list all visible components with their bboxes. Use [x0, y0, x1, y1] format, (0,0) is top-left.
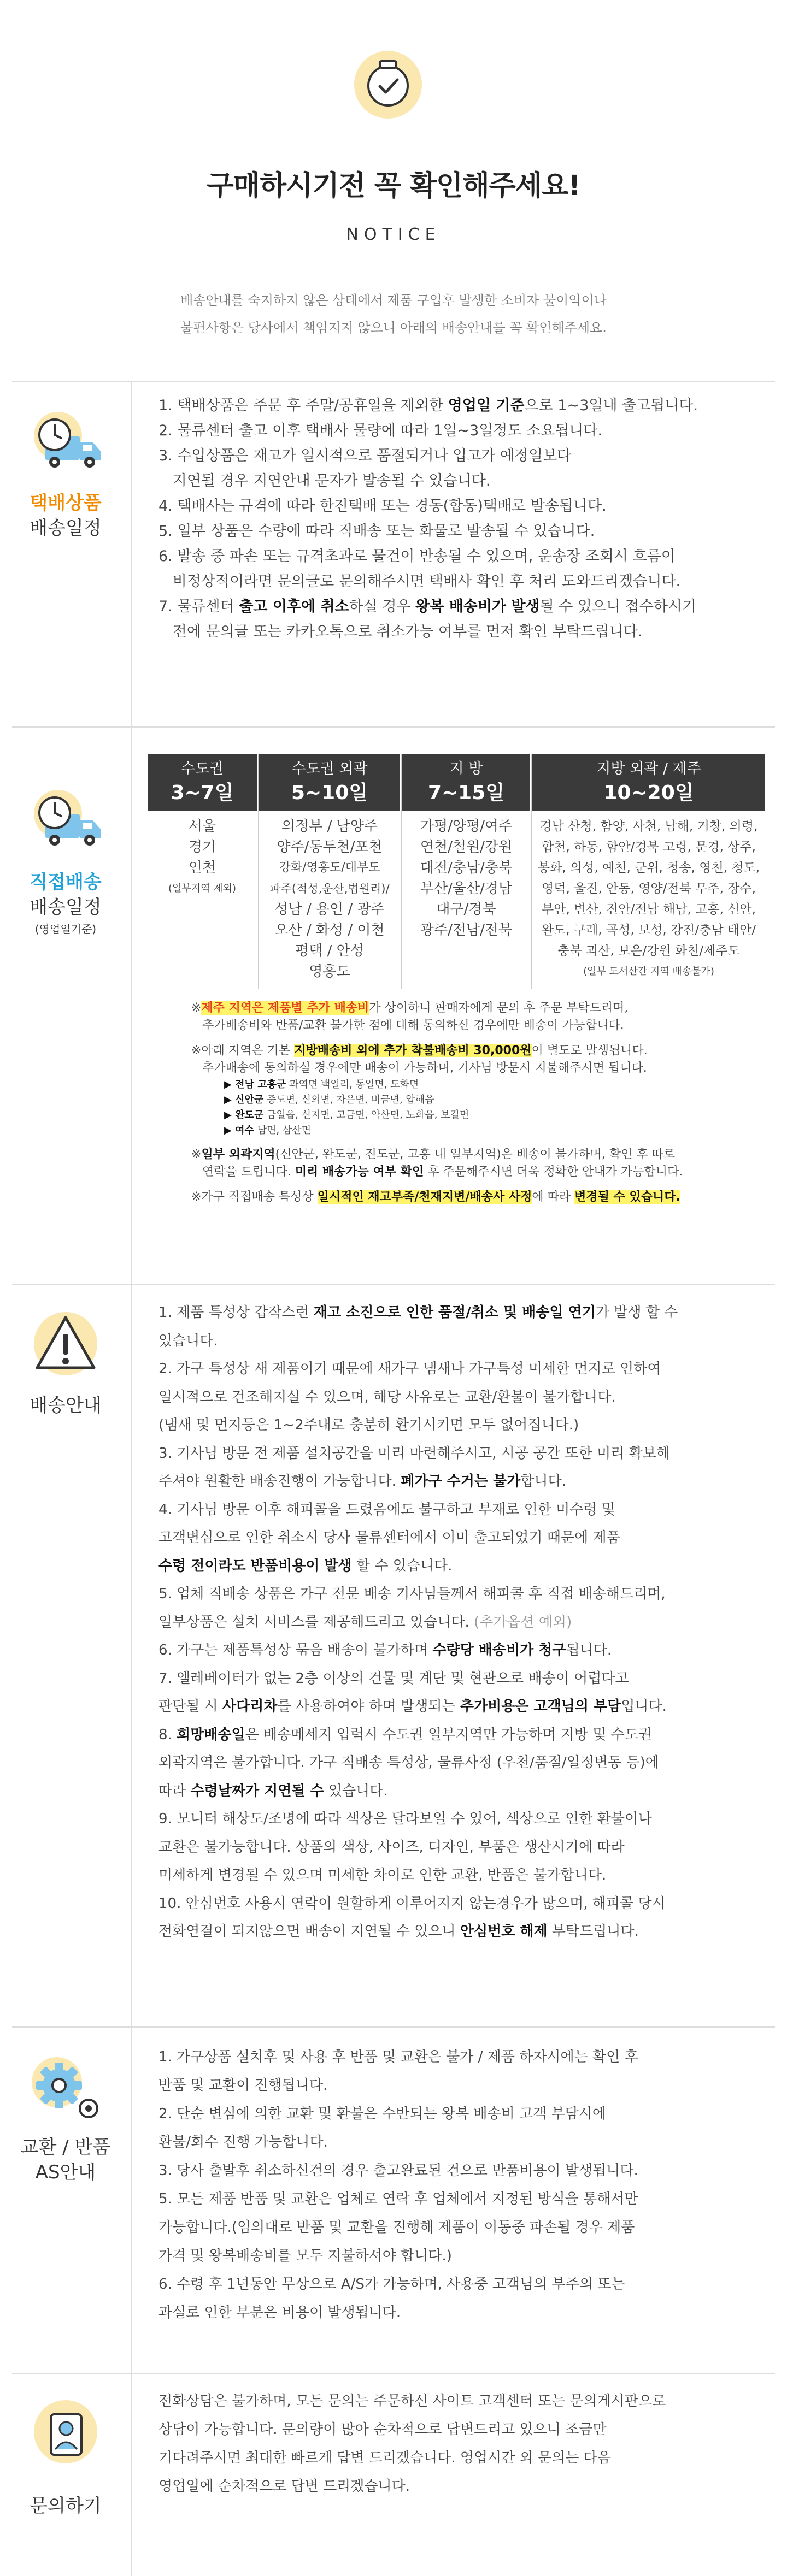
notice-subtitle: NOTICE — [346, 225, 441, 244]
list-item: 7. 엘레베이터가 없는 2층 이상의 건물 및 계단 및 현관으로 배송이 어렵다고 — [158, 1670, 629, 1687]
table-header — [259, 754, 400, 811]
page-title: 구매하시기전 꼭 확인해주세요! — [207, 170, 580, 202]
region-item: 충북 괴산, 보은/강원 화천/제주도 — [557, 944, 740, 958]
shipping-notice-title: 배송안내 — [30, 1395, 102, 1416]
list-item: 외곽지역은 불가합니다. 가구 직배송 특성상, 물류사정 (우천/품절/일정변동 등)에 — [158, 1754, 659, 1771]
intro-line: 배송안내를 숙지하지 않은 상태에서 제품 구입후 발생한 소비자 불이익이나 — [180, 293, 607, 308]
parcel-schedule-list — [158, 393, 698, 645]
list-item: 수령 전이라도 반품비용이 발생 할 수 있습니다. — [158, 1557, 453, 1574]
exchange-label-sub: AS안내 — [35, 2161, 96, 2183]
inquiry-label-title: 문의하기 — [30, 2495, 102, 2517]
region-item: 합천, 하동, 함안/경북 고령, 문경, 상주, — [542, 840, 756, 854]
list-item: 지연될 경우 지연안내 문자가 발송될 수 있습니다. — [158, 472, 491, 489]
customer-service-icon — [30, 2398, 101, 2469]
inquiry-text — [158, 2387, 666, 2501]
direct-label-title: 직접배송 — [30, 871, 102, 893]
list-item: 환불/회수 진행 가능합니다. — [158, 2134, 328, 2150]
list-item: 3. 당사 출발후 취소하신건의 경우 출고완료된 건으로 반품비용이 발생됩니다. — [158, 2163, 638, 2179]
region-item: 부산/울산/경남 — [420, 881, 513, 897]
table-header — [148, 754, 257, 811]
list-item: 10. 안심번호 사용시 연락이 원할하게 이루어지지 않는경우가 많으며, 해피콜 당시 — [158, 1895, 666, 1912]
inquiry-section-label — [0, 2494, 131, 2519]
shipping-notice-label — [0, 1393, 131, 1418]
list-item: 6. 가구는 제품특성상 묶음 배송이 불가하며 수량당 배송비가 청구됩니다. — [158, 1642, 612, 1658]
list-item: 3. 수입상품은 재고가 일시적으로 품절되거나 입고가 예정일보다 — [158, 447, 572, 464]
region-item: 영흥도 — [309, 964, 350, 980]
exchange-policy-list — [158, 2043, 638, 2327]
note-line: ※제주 지역은 제품별 추가 배송비가 상이하니 판매자에게 문의 후 주문 부탁드리며, — [191, 1001, 629, 1015]
check-badge-icon — [353, 49, 424, 120]
list-item: ▶ 완도군 금일읍, 신지면, 고금면, 약산면, 노화읍, 보길면 — [224, 1109, 469, 1121]
table-column — [148, 754, 257, 899]
list-item: 1. 가구상품 설치후 및 사용 후 반품 및 교환은 불가 / 제품 하자시에는 확인 후 — [158, 2049, 638, 2065]
exchange-label-title: 교환 / 반품 — [20, 2136, 111, 2158]
region-item: (일부지역 제외) — [168, 883, 237, 894]
region-item: 광주/전남/전북 — [420, 922, 513, 938]
delivery-truck-icon — [26, 409, 108, 480]
region-item: 연천/철원/강원 — [420, 839, 513, 855]
list-item: 3. 기사님 방문 전 제품 설치공간을 미리 마련해주시고, 시공 공간 또한 미리 확보해 — [158, 1445, 670, 1462]
list-item: 2. 물류센터 출고 이후 택배사 물량에 따라 1일~3일정도 소요됩니다. — [158, 422, 603, 439]
list-item: 미세하게 변경될 수 있으며 미세한 차이로 인한 교환, 반품은 불가합니다. — [158, 1867, 607, 1883]
list-item: 주셔야 원활한 배송진행이 가능합니다. 폐가구 수거는 불가합니다. — [158, 1473, 566, 1490]
inquiry-line: 영업일에 순차적으로 답변 드리겠습니다. — [158, 2478, 410, 2495]
exchange-section-label — [0, 2135, 131, 2185]
intro-description — [0, 287, 787, 341]
region-item: 대구/경북 — [436, 901, 496, 918]
list-item: 8. 희망배송일은 배송메세지 입력시 수도권 일부지역만 가능하며 지방 및 수도권 — [158, 1726, 652, 1743]
list-item: 5. 업체 직배송 상품은 가구 전문 배송 기사님들께서 해피콜 후 직접 배송해드리며, — [158, 1586, 666, 1602]
region-label: 지방 외곽 / 제주 — [596, 760, 701, 777]
list-item: 반품 및 교환이 진행됩니다. — [158, 2077, 328, 2094]
list-item: 전화연결이 되지않으면 배송이 지연될 수 있으니 안심번호 해제 부탁드립니다. — [158, 1923, 639, 1940]
days-label: 7~15일 — [427, 782, 505, 804]
divider — [12, 1284, 775, 1285]
table-cell — [148, 811, 257, 899]
days-label: 3~7일 — [171, 782, 234, 804]
list-item: 7. 물류센터 출고 이후에 취소하실 경우 왕복 배송비가 발생될 수 있으니 접수하시기 — [158, 598, 697, 615]
note-line: 추가배송비와 반품/교환 불가한 점에 대해 동의하신 경우에만 배송이 가능합니다. — [202, 1019, 624, 1032]
region-label: 수도권 — [180, 760, 224, 777]
region-item: 가평/양평/여주 — [420, 818, 513, 835]
region-item: 파주(적성,운산,법원리)/ — [269, 882, 390, 895]
list-item: (냄새 및 먼지등은 1~2주내로 충분히 환기시키면 모두 없어집니다.) — [158, 1417, 579, 1433]
direct-delivery-notes — [191, 1000, 760, 1206]
table-cell — [259, 811, 400, 982]
inquiry-line: 상담이 가능합니다. 문의량이 많아 순차적으로 답변드리고 있으니 조금만 — [158, 2421, 607, 2438]
region-label: 수도권 외곽 — [291, 760, 368, 777]
table-divider — [401, 754, 402, 989]
divider — [12, 2026, 775, 2028]
parcel-label-sub: 배송일정 — [30, 517, 102, 539]
inquiry-line: 기다려주시면 최대한 빠르게 답변 드리겠습니다. 영업시간 외 문의는 다음 — [158, 2450, 611, 2466]
table-column — [532, 754, 765, 982]
list-item: ▶ 여수 남면, 삼산면 — [224, 1125, 311, 1136]
region-item: 평택 / 안성 — [295, 943, 364, 959]
warning-icon — [27, 1311, 104, 1376]
column-divider — [131, 382, 132, 2576]
direct-label-sub: 배송일정 — [30, 896, 102, 918]
notice-header — [0, 0, 787, 382]
table-divider — [531, 754, 532, 989]
list-item: 1. 택배상품은 주문 후 주말/공휴일을 제외한 영업일 기준으로 1~3일내 출고됩니다. — [158, 397, 698, 414]
table-header — [402, 754, 530, 811]
days-label: 10~20일 — [603, 782, 694, 804]
region-item: 오산 / 화성 / 이천 — [274, 922, 385, 938]
list-item: 전에 문의글 또는 카카오톡으로 취소가능 여부를 먼저 확인 부탁드립니다. — [158, 623, 643, 640]
list-item: 판단될 시 사다리차를 사용하여야 하며 발생되는 추가비용은 고객님의 부담입니다. — [158, 1698, 667, 1715]
list-item: 따라 수령날짜가 지연될 수 있습니다. — [158, 1782, 388, 1799]
region-item: 성남 / 용인 / 광주 — [274, 901, 385, 918]
list-item: 과실로 인한 부분은 비용이 발생됩니다. — [158, 2305, 401, 2321]
list-item: 일시적으로 건조해지실 수 있으며, 해당 사유로는 교환/환불이 불가합니다. — [158, 1389, 616, 1405]
parcel-label-title: 택배상품 — [30, 492, 102, 514]
list-item: 교환은 불가능합니다. 상품의 색상, 사이즈, 디자인, 부품은 생산시기에 따라 — [158, 1839, 625, 1856]
note-line: ※일부 외곽지역(신안군, 완도군, 진도군, 고흥 내 일부지역)은 배송이 불가하며, 확인 후 따로 — [191, 1148, 675, 1161]
list-item: 6. 수령 후 1년동안 무상으로 A/S가 가능하며, 사용중 고객님의 부주의 또는 — [158, 2276, 625, 2293]
table-cell — [532, 811, 765, 982]
table-header — [532, 754, 765, 811]
list-item: 6. 발송 중 파손 또는 규격초과로 물건이 반송될 수 있으며, 운송장 조회시 흐름이 — [158, 548, 676, 565]
region-label: 지 방 — [449, 760, 483, 777]
region-item: 경남 산청, 함양, 사천, 남해, 거창, 의령, — [539, 819, 758, 834]
gear-icon — [26, 2054, 106, 2125]
divider — [12, 2373, 775, 2374]
extra-fee-region-list — [191, 1077, 760, 1138]
list-item: ▶ 신안군 증도면, 신의면, 자은면, 비금면, 압해읍 — [224, 1094, 434, 1106]
parcel-section-label — [0, 491, 131, 541]
table-cell — [402, 811, 530, 941]
region-item: 대전/충남/충북 — [420, 860, 513, 876]
direct-section-label — [0, 870, 131, 938]
list-item: ▶ 전남 고흥군 과역면 백일리, 동일면, 도화면 — [224, 1079, 419, 1090]
intro-line: 불편사항은 당사에서 책임지지 않으니 아래의 배송안내를 꼭 확인해주세요. — [180, 320, 607, 335]
list-item: 가능합니다.(임의대로 반품 및 교환을 진행해 제품이 이동중 파손될 경우 제품 — [158, 2219, 635, 2236]
list-item: 5. 일부 상품은 수량에 따라 직배송 또는 화물로 발송될 수 있습니다. — [158, 523, 595, 540]
list-item: 비정상적이라면 문의글로 문의해주시면 택배사 확인 후 처리 도와드리겠습니다. — [158, 573, 681, 590]
note-line: ※아래 지역은 기본 지방배송비 외에 추가 착불배송비 30,000원이 별도로 발생됩니다. — [191, 1044, 648, 1057]
list-item: 5. 모든 제품 반품 및 교환은 업체로 연락 후 업체에서 지정된 방식을 통해서만 — [158, 2191, 638, 2207]
list-item: 있습니다. — [158, 1332, 218, 1349]
region-item: 완도, 구례, 곡성, 보성, 강진/충남 태안/ — [541, 923, 756, 937]
list-item: 4. 기사님 방문 이후 해피콜을 드렸음에도 불구하고 부재로 인한 미수령 및 — [158, 1501, 615, 1518]
region-item: 부안, 변산, 진안/전남 해남, 고흥, 신안, — [542, 902, 756, 917]
list-item: 4. 택배사는 규격에 따라 한진택배 또는 경동(합동)택배로 발송됩니다. — [158, 498, 607, 515]
days-label: 5~10일 — [291, 782, 368, 804]
region-item: 강화/영흥도/대부도 — [279, 861, 380, 875]
direct-label-note: (영업일기준) — [34, 923, 97, 936]
list-item: 일부상품은 설치 서비스를 제공해드리고 있습니다. (추가옵션 예외) — [158, 1614, 572, 1630]
shipping-notice-list — [158, 1299, 678, 1946]
divider — [12, 726, 775, 728]
region-item: 봉화, 의성, 예천, 군위, 청송, 영천, 청도, — [537, 861, 760, 875]
note-line: ※가구 직접배송 특성상 일시적인 재고부족/천재지변/배송사 사정에 따라 변경될 수 있습니다. — [191, 1190, 680, 1204]
inquiry-line: 전화상담은 불가하며, 모든 문의는 주문하신 사이트 고객센터 또는 문의게시판으로 — [158, 2393, 666, 2409]
region-item: 서울 — [188, 818, 216, 835]
list-item: 9. 모니터 해상도/조명에 따라 색상은 달라보일 수 있어, 색상으로 인한 환불이나 — [158, 1811, 653, 1827]
table-divider — [258, 754, 259, 989]
list-item: 2. 단순 변심에 의한 교환 및 환불은 수반되는 왕복 배송비 고객 부담시에 — [158, 2106, 606, 2122]
region-item: (일부 도서산간 지역 배송불가) — [583, 966, 714, 977]
region-item: 인천 — [188, 860, 216, 876]
list-item: 고객변심으로 인한 취소시 당사 물류센터에서 이미 출고되었기 때문에 제품 — [158, 1529, 620, 1546]
divider — [12, 381, 775, 382]
note-line: 추가배송에 동의하실 경우에만 배송이 가능하며, 기사님 방문시 지불해주시면 됩니다. — [202, 1061, 647, 1075]
table-column — [402, 754, 530, 941]
region-item: 경기 — [188, 839, 216, 855]
region-item: 양주/동두천/포천 — [277, 839, 383, 855]
region-item: 영덕, 울진, 안동, 영양/전북 무주, 장수, — [542, 882, 756, 896]
list-item: 가격 및 왕복배송비를 모두 지불하셔야 합니다.) — [158, 2248, 452, 2264]
region-item: 의정부 / 남양주 — [281, 818, 378, 835]
list-item: 1. 제품 특성상 갑작스런 재고 소진으로 인한 품절/취소 및 배송일 연기가 발생 할 수 — [158, 1304, 678, 1321]
delivery-truck-icon — [26, 787, 108, 858]
table-column — [259, 754, 400, 982]
note-line: 연락을 드립니다. 미리 배송가능 여부 확인 후 주문해주시면 더욱 정확한 안내가 가능합니다. — [202, 1165, 683, 1179]
list-item: 2. 가구 특성상 새 제품이기 때문에 새가구 냄새나 가구특성 미세한 먼지로 인하여 — [158, 1361, 661, 1377]
